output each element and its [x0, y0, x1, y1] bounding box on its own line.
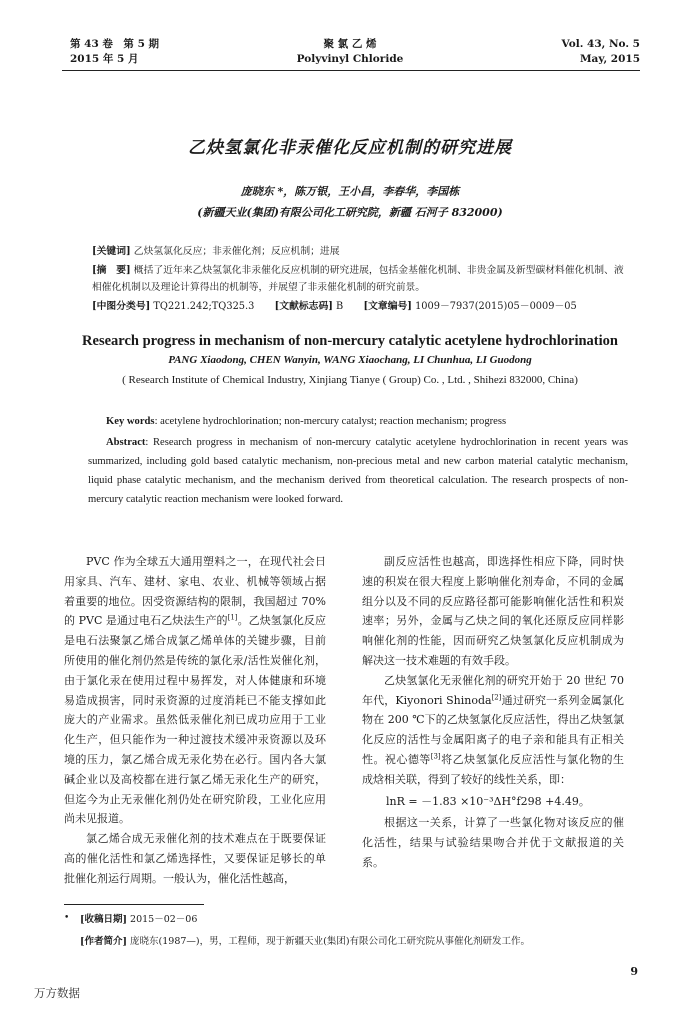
article-no-label: [文章编号]	[363, 301, 412, 312]
abstract-en	[88, 433, 628, 509]
footnote-author	[80, 935, 530, 949]
doc-code-value: B	[336, 301, 344, 312]
affiliation-cn: (新疆天业(集团)有限公司化工研究院，新疆 石河子 832000)	[197, 206, 503, 219]
author-bio-value: 庞晓东(1987—)，男，工程师，现于新疆天业(集团)有限公司化工研究院从事催化剂研发工作。	[130, 936, 531, 947]
article-no-value: 1009－7937(2015)05－0009－05	[415, 301, 577, 312]
body-column-left	[64, 552, 326, 889]
authors-en: PANG Xiaodong, CHEN Wanyin, WANG Xiaochang, LI Chunhua, LI Guodong	[168, 354, 532, 366]
abstract-cn	[92, 262, 632, 296]
journal-volume-en-line: Vol. 43, No. 5	[561, 38, 640, 50]
body-column-right	[362, 552, 624, 873]
footnote-received	[80, 913, 197, 927]
journal-volume-line: 第 43 卷 第 5 期	[70, 38, 160, 50]
abstract-cn-label: [摘 要]	[92, 265, 131, 276]
p4-text-b: 通过研究一系列金属氯化物在 200 ℃下的乙炔氢氯化反应活性，得出乙炔氢氯化反应的活性与金属阳离子的电子亲和能具有正相关性。祝心德等	[362, 693, 625, 766]
authors-cn: 庞晓东 *，陈万银，王小昌，李春华，李国栋	[240, 185, 460, 198]
watermark: 万方数据	[34, 986, 80, 1000]
footnote-bullet: •	[64, 913, 70, 923]
citation-ref: [1]	[227, 613, 238, 622]
journal-name-cn: 聚 氯 乙 烯	[323, 38, 377, 50]
keywords-cn-label: [关键词]	[92, 246, 131, 257]
received-label: [收稿日期]	[80, 914, 127, 925]
received-value: 2015－02－06	[130, 914, 198, 925]
journal-date-line: 2015 年 5 月	[70, 53, 139, 65]
abstract-cn-text: 概括了近年来乙炔氢氯化非汞催化反应机制的研究进展，包括金基催化机制、非贵金属及新型碳材料催化机制、液相催化机制以及理论计算得出的机制等，并展望了非汞催化机制的研究前景。	[92, 265, 624, 293]
p4-text-a: 乙炔氢氯化无汞催化剂的研究开始于 20 世纪 70 年代，Kiyonori Shinoda	[362, 673, 624, 707]
keywords-en-text: : acetylene hydrochlorination; non-mercury catalyst; reaction mechanism; progress	[154, 416, 507, 427]
author-bio-label: [作者简介]	[80, 936, 127, 947]
keywords-cn-text: 乙炔氢氯化反应；非汞催化剂；反应机制；进展	[133, 246, 340, 257]
body-paragraph-4	[362, 671, 624, 790]
clc-value: TQ221.242;TQ325.3	[153, 301, 255, 312]
affiliation-en: ( Research Institute of Chemical Industry, Xinjiang Tianye ( Group) Co. , Ltd. , Shihezi 832000, China)	[122, 374, 578, 386]
body-paragraph-1	[64, 552, 326, 829]
equation: lnR = －1.83 ×10⁻³ΔH°f298 +4.49。	[386, 794, 590, 808]
keywords-cn	[92, 243, 632, 260]
body-paragraph-5: 根据这一关系，计算了一些氯化物对该反应的催化活性，结果与试验结果吻合并优于文献报道的关系。	[362, 816, 624, 869]
doc-code-label: [文献标志码]	[274, 301, 333, 312]
body-paragraph-3: 副反应活性也越高，即选择性相应下降，同时快速的积炭在很大程度上影响催化剂寿命，不同的金属组分以及不同的反应路径都可能影响催化活性和积炭速率；另外，金属与乙炔之间的氧化还原反应同样影响催化剂的性能，因而研究乙炔氢氯化反应机制成为解决这一技术难题的有效手段。	[362, 555, 624, 667]
citation-ref: [3]	[430, 752, 441, 761]
abstract-en-label: Abstract	[106, 437, 146, 448]
journal-volume-en	[562, 37, 640, 67]
footnote-rule	[64, 904, 204, 905]
p4-text-c: 将乙炔氢氯化反应活性与氯化物的生成焓相关联，得到了较好的线性关系，即：	[362, 752, 625, 786]
clc-label: [中图分类号]	[92, 301, 151, 312]
p1-text-b: 。乙炔氢氯化反应是电石法聚氯乙烯合成氯乙烯单体的关键步骤，目前所使用的催化剂仍然是传统的氯化汞/活性炭催化剂，由于氯化汞在使用过程中易挥发，对人体健康和环境易造成损害，同时汞资源的过度消耗已不能支撑如此庞大的产业需求。虽然低汞催化剂已成功应用于工业化生产，但只能作为一种过渡技术缓冲汞资源以及环境的压力，氯乙烯合成无汞化势在必行。国内各大氯碱企业以及高校都在进行氯乙烯无汞化生产的研究，但迄今为止无汞催化剂仍处在研究阶段，工业化应用尚未见报道。	[64, 614, 326, 826]
title-en: Research progress in mechanism of non-mercury catalytic acetylene hydrochlorination	[82, 333, 618, 349]
p1-text-a: PVC 作为全球五大通用塑料之一，在现代社会日用家具、汽车、建材、家电、农业、机械等领域占据着重要的地位。因受资源结构的限制，我国超过 70% 的 PVC 是通过电石乙炔法生产的	[64, 555, 326, 628]
body-paragraph-2: 氯乙烯合成无汞催化剂的技术难点在于既要保证高的催化活性和氯乙烯选择性，又要保证足够长的单批催化剂运行周期。一般认为，催化活性越高，	[64, 832, 326, 885]
keywords-en-label: Key words	[106, 416, 155, 427]
title-cn: 乙炔氢氯化非汞催化反应机制的研究进展	[188, 138, 512, 158]
page-number: 9	[630, 965, 638, 978]
abstract-en-text: : Research progress in mechanism of non-mercury catalytic acetylene hydrochlorination in recent years was summarized, including gold based catalytic mechanism, non-precious metal and new carbon material catalytic mechanism, liquid phase catalytic mechanism, and the mechanism derived from theoretical calculation. The research prospects of non-mercury catalytic reaction mechanism were looked forward.	[88, 437, 628, 505]
journal-date-en-line: May, 2015	[579, 53, 640, 65]
header-rule	[62, 70, 640, 71]
classification-line	[92, 298, 632, 315]
journal-name-en: Polyvinyl Chloride	[296, 53, 404, 65]
citation-ref: [2]	[491, 692, 502, 701]
keywords-en	[88, 412, 628, 431]
